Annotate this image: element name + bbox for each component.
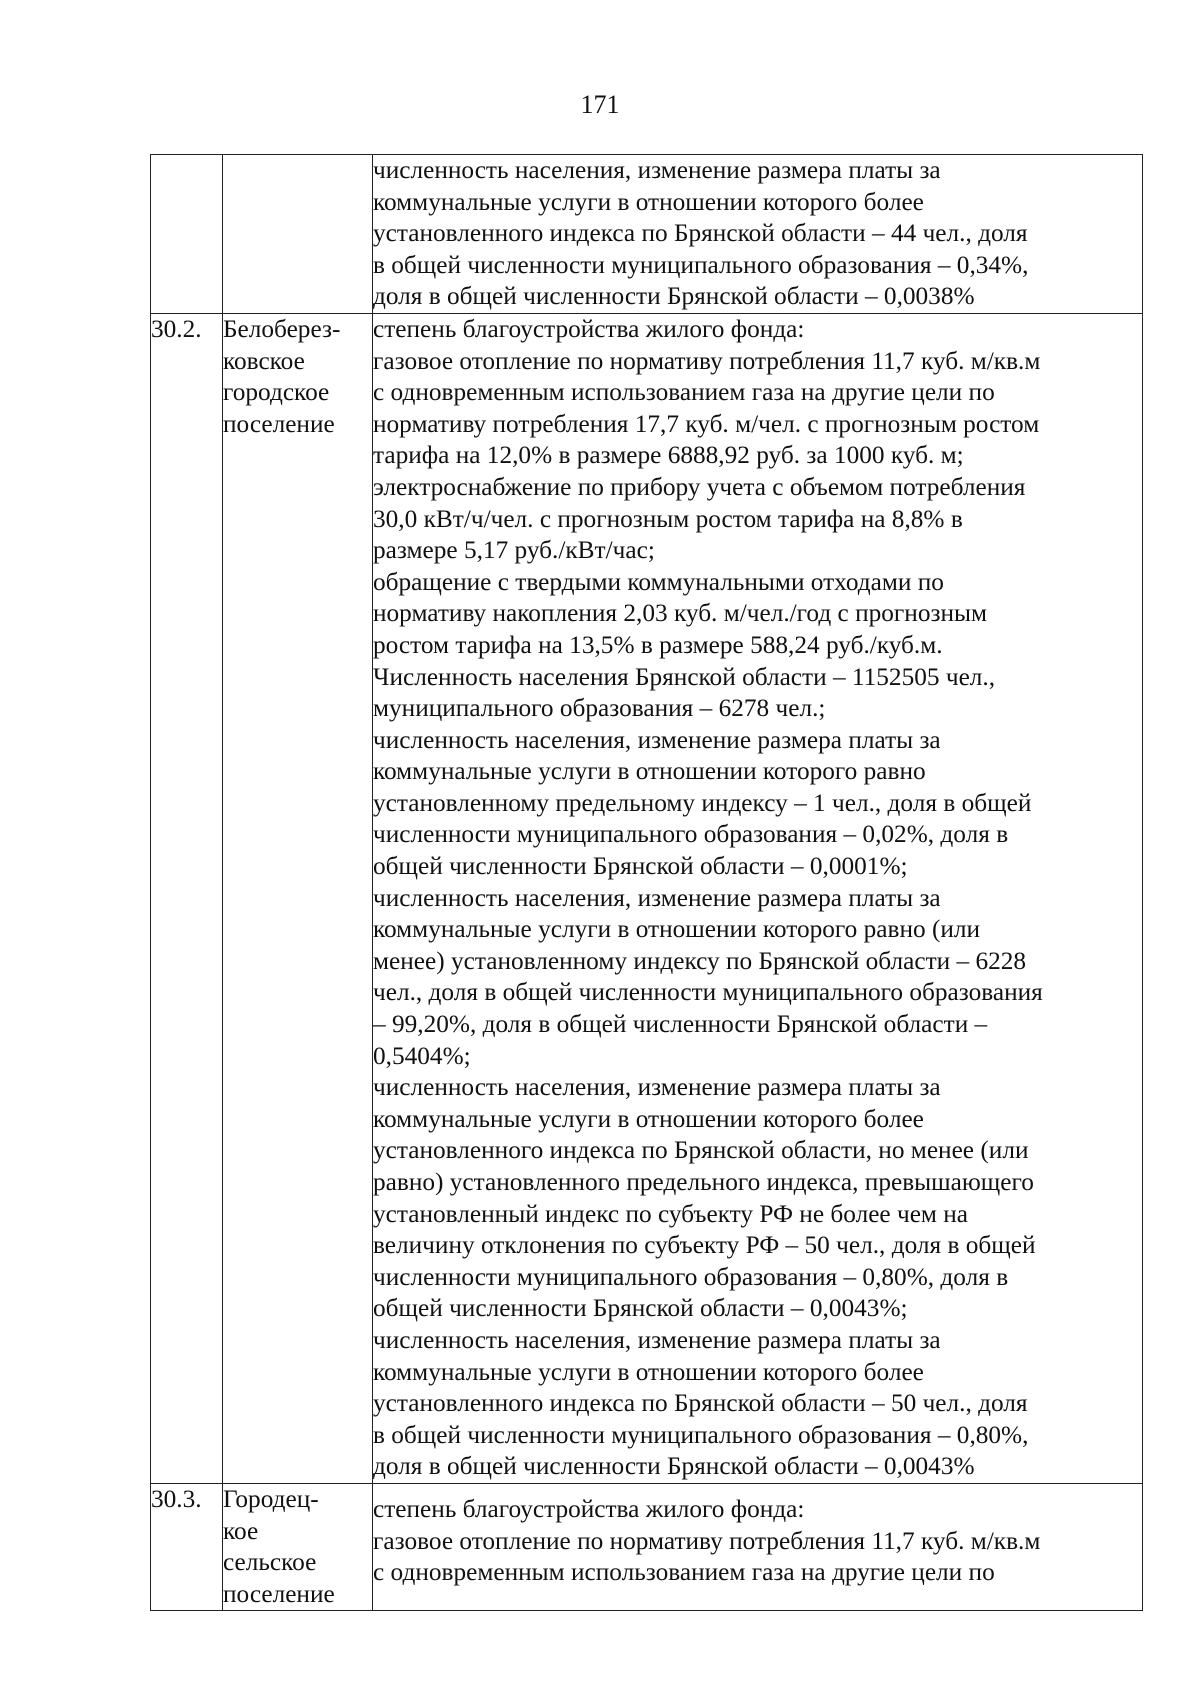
description-line: численность населения, изменение размера платы за xyxy=(373,883,941,912)
description-line: коммунальные услуги в отношении которого равно (или xyxy=(373,915,981,944)
description-line: установленного индекса по Брянской области, но менее (или xyxy=(373,1136,1029,1165)
description-line: с одновременным использованием газа на другие цели по xyxy=(373,1558,995,1587)
description-line: численности муниципального образования – 0,80%, доля в xyxy=(373,1262,1009,1291)
description-line: размере 5,17 руб./кВт/час; xyxy=(373,536,655,565)
description-line: 30,0 кВт/ч/чел. с прогнозным ростом тарифа на 8,8% в xyxy=(373,504,963,533)
description-line: с одновременным использованием газа на другие цели по xyxy=(373,378,995,407)
description-line: тарифа на 12,0% в размере 6888,92 руб. за 1000 куб. м; xyxy=(373,441,964,470)
description-line: доля в общей численности Брянской области – 0,0043% xyxy=(373,1452,975,1481)
description-line: численность населения, изменение размера платы за xyxy=(373,156,941,184)
description-cell xyxy=(373,313,1143,1483)
description-line: ростом тарифа на 13,5% в размере 588,24 руб./куб.м. xyxy=(373,630,943,659)
description-line: коммунальные услуги в отношении которого более xyxy=(373,1357,924,1386)
description-line: чел., доля в общей численности муниципального образования xyxy=(373,978,1043,1007)
row-number-cell: 30.3. xyxy=(151,1483,223,1610)
tariff-table xyxy=(150,154,1143,1611)
municipality-name-cell xyxy=(223,1483,373,1610)
description-line: установленного индекса по Брянской области – 50 чел., доля xyxy=(373,1389,1028,1418)
description-line: численности муниципального образования – 0,02%, доля в xyxy=(373,820,1009,849)
row-number-cell: 30.2. xyxy=(151,313,223,1483)
description-line: нормативу потребления 17,7 куб. м/чел. с прогнозным ростом xyxy=(373,409,1040,438)
description-line: доля в общей численности Брянской области – 0,0038% xyxy=(373,282,975,311)
municipality-name-line: ковское xyxy=(223,346,305,375)
description-line: муниципального образования – 6278 чел.; xyxy=(373,694,826,723)
table-body xyxy=(151,155,1143,1611)
description-line: коммунальные услуги в отношении которого равно xyxy=(373,757,926,786)
municipality-name-line: Белоберез- xyxy=(223,314,341,343)
description-line: – 99,20%, доля в общей численности Брянской области – xyxy=(373,1010,988,1039)
description-line: газовое отопление по нормативу потребления 11,7 куб. м/кв.м xyxy=(373,346,1041,375)
description-line: коммунальные услуги в отношении которого более xyxy=(373,187,924,216)
description-line: степень благоустройства жилого фонда: xyxy=(373,314,805,343)
description-line: нормативу накопления 2,03 куб. м/чел./год с прогнозным xyxy=(373,599,988,628)
description-line: в общей численности муниципального образования – 0,80%, xyxy=(373,1420,1029,1449)
row-number-cell xyxy=(151,155,223,314)
municipality-name-line: городское xyxy=(223,378,330,407)
description-line: общей численности Брянской области – 0,0043%; xyxy=(373,1294,908,1323)
description-line: общей численности Брянской области – 0,0001%; xyxy=(373,852,908,881)
description-line: менее) установленному индексу по Брянской области – 6228 xyxy=(373,946,1027,975)
municipality-name-cell xyxy=(223,313,373,1483)
municipality-name-line: кое xyxy=(223,1516,259,1545)
description-line: Численность населения Брянской области – 1152505 чел., xyxy=(373,662,996,691)
description-line: газовое отопление по нормативу потребления 11,7 куб. м/кв.м xyxy=(373,1526,1041,1555)
description-line: равно) установленного предельного индекса, превышающего xyxy=(373,1168,1034,1196)
table-row xyxy=(151,155,1143,314)
description-line: электроснабжение по прибору учета с объемом потребления xyxy=(373,472,1026,501)
table-row xyxy=(151,313,1143,1483)
municipality-name-line: сельское xyxy=(223,1548,317,1577)
description-line: коммунальные услуги в отношении которого более xyxy=(373,1104,924,1133)
municipality-name-line: поселение xyxy=(223,1579,335,1608)
description-line: численность населения, изменение размера платы за xyxy=(373,725,941,754)
table-row xyxy=(151,1483,1143,1610)
description-cell xyxy=(373,1483,1143,1610)
page-number: 171 xyxy=(580,90,620,119)
description-line: численность населения, изменение размера платы за xyxy=(373,1073,941,1102)
description-line: установленному предельному индексу – 1 чел., доля в общей xyxy=(373,788,1032,817)
description-cell xyxy=(373,155,1143,314)
description-line: величину отклонения по субъекту РФ – 50 чел., доля в общей xyxy=(373,1231,1036,1260)
description-line: обращение с твердыми коммунальными отходами по xyxy=(373,567,944,596)
municipality-name-cell xyxy=(223,155,373,314)
municipality-name-line: Городец- xyxy=(223,1484,319,1513)
description-line: степень благоустройства жилого фонда: xyxy=(373,1494,805,1523)
description-line: численность населения, изменение размера платы за xyxy=(373,1325,941,1354)
municipality-name-line: поселение xyxy=(223,409,335,438)
description-line: 0,5404%; xyxy=(373,1041,471,1070)
description-line: установленный индекс по субъекту РФ не более чем на xyxy=(373,1199,969,1228)
description-line: в общей численности муниципального образования – 0,34%, xyxy=(373,250,1029,279)
description-line: установленного индекса по Брянской области – 44 чел., доля xyxy=(373,219,1028,248)
